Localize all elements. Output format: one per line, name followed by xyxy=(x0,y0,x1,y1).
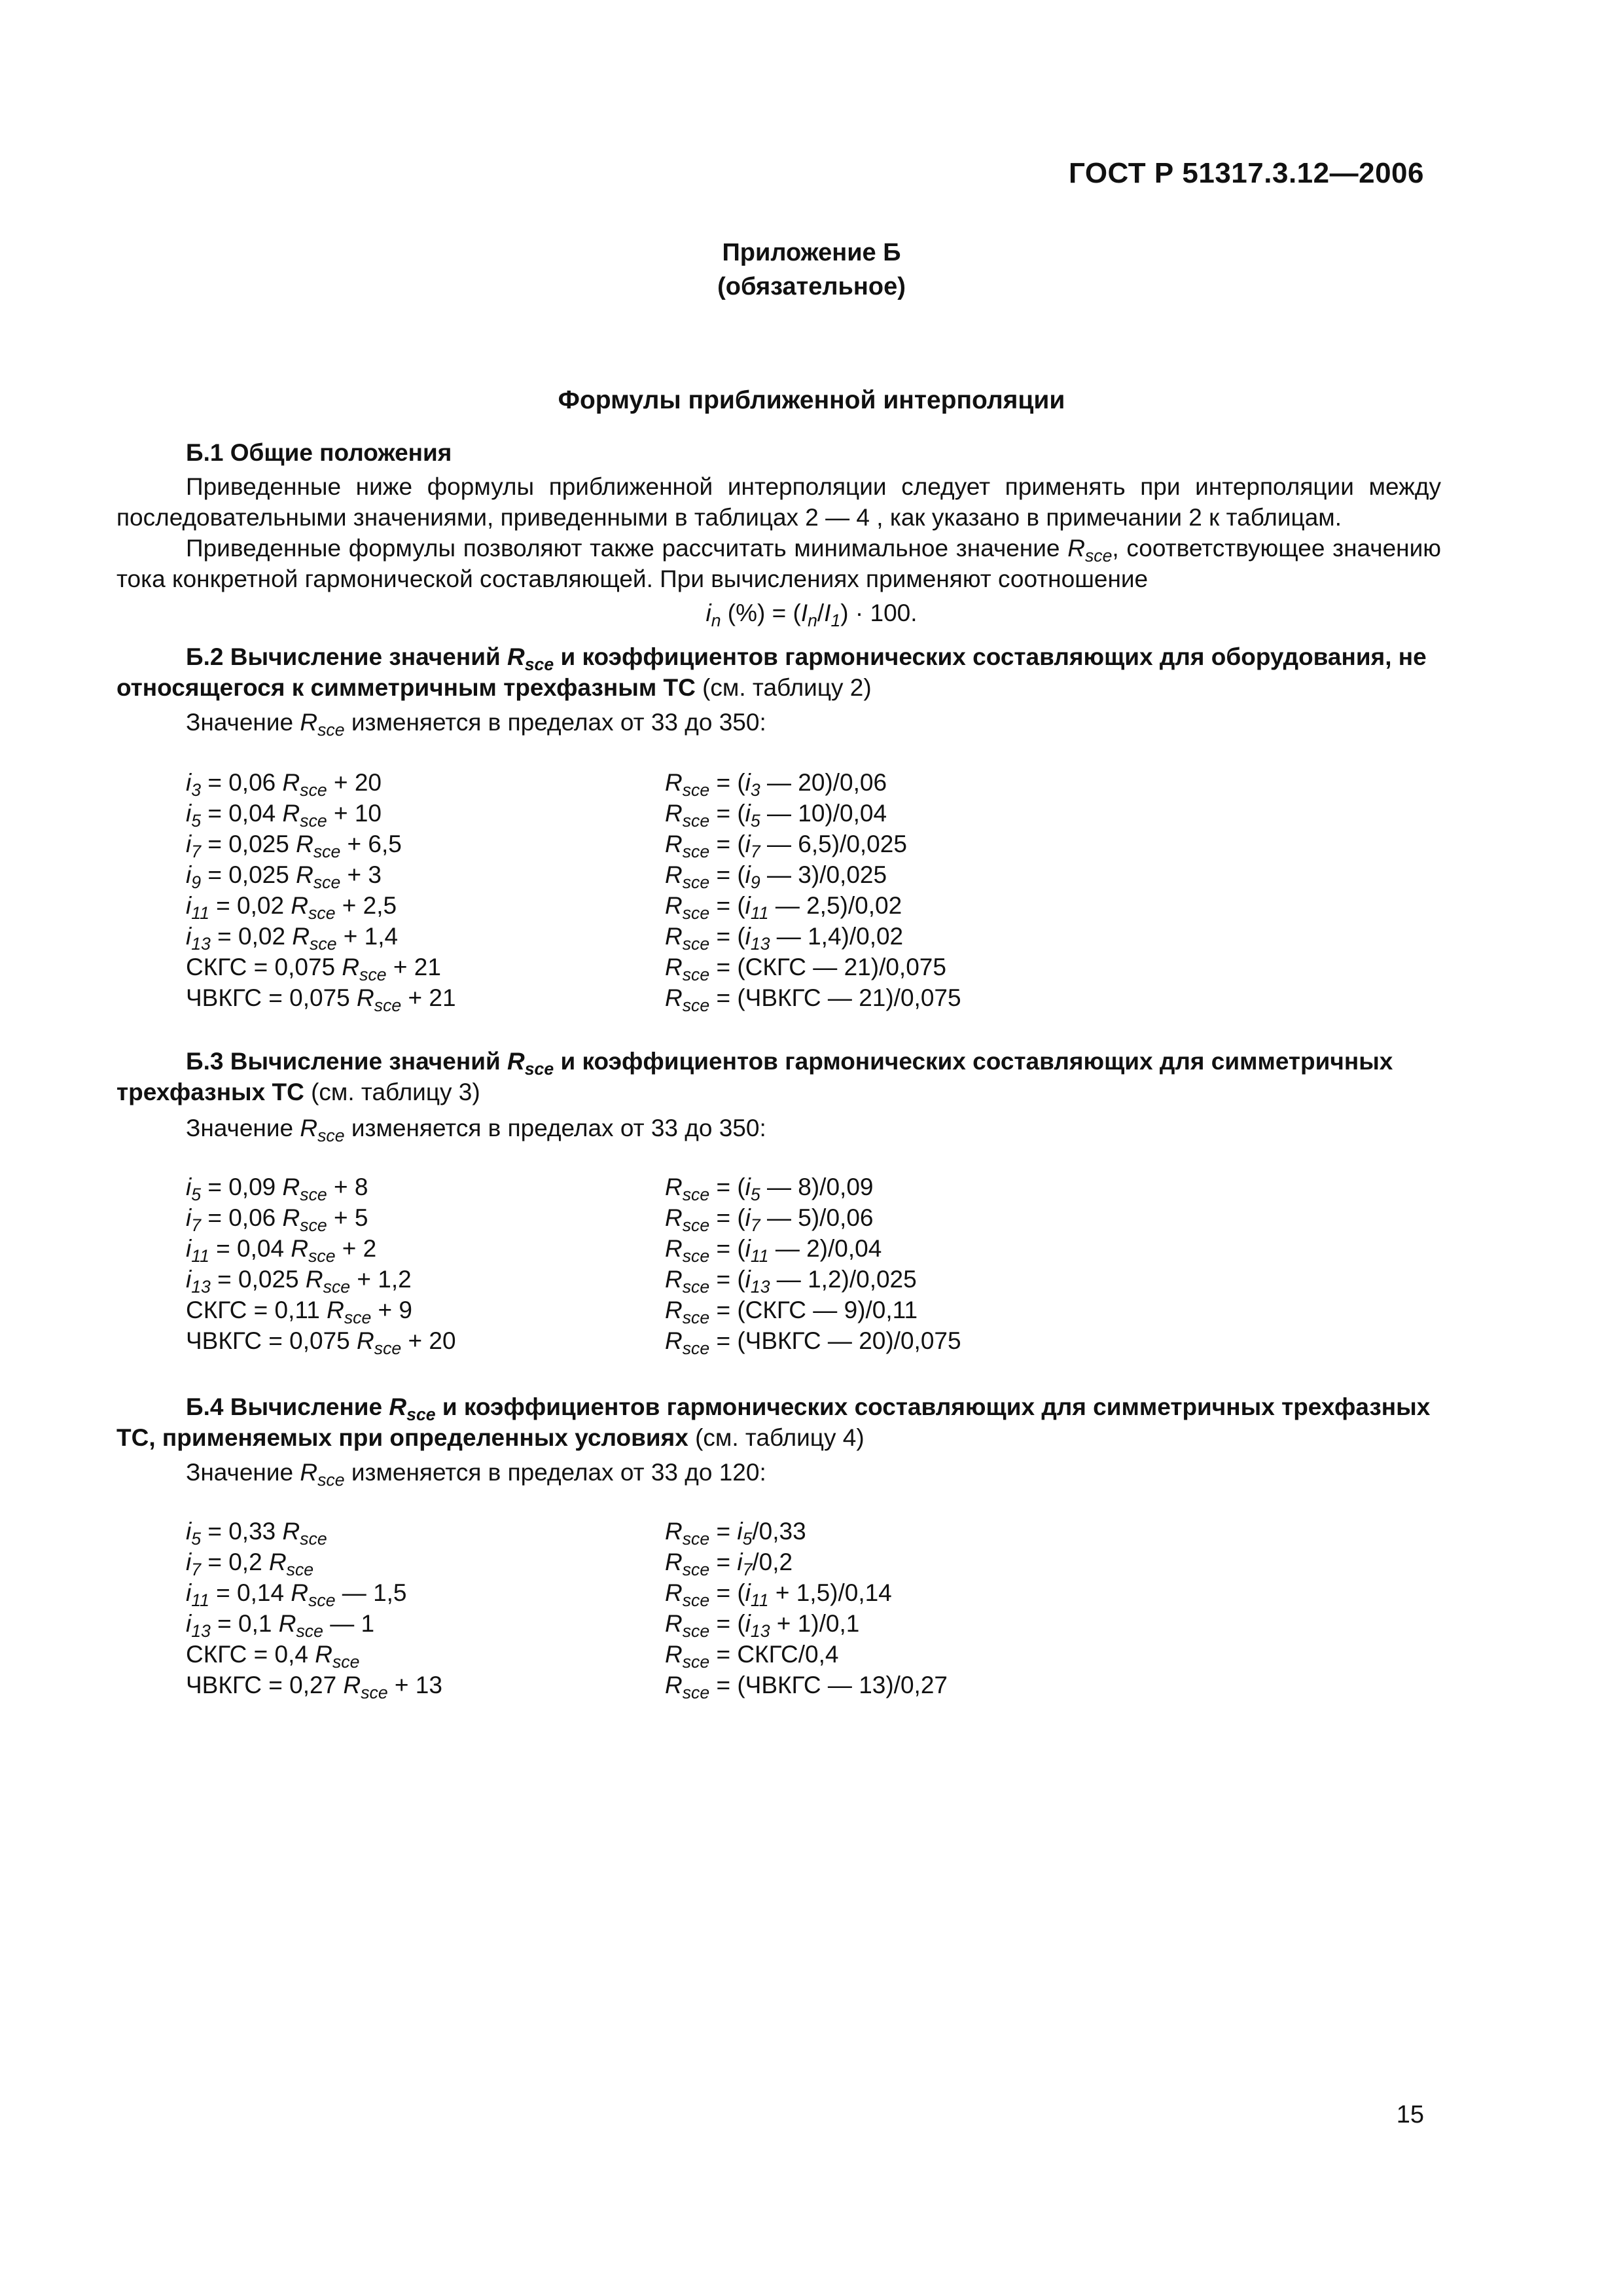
sce-subscript: sce xyxy=(310,934,337,954)
formula-left: ЧВКГС = 0,075 xyxy=(186,984,357,1011)
formula-row xyxy=(186,1202,1364,1233)
formula-direct xyxy=(186,1264,665,1295)
formula-inv-b: — 6,5)/0,025 xyxy=(760,831,907,857)
sce-subscript: sce xyxy=(682,780,710,800)
section-b3-formulas xyxy=(186,1172,1364,1356)
formula-right: = СКГС/0,4 xyxy=(709,1641,839,1668)
r-symbol: R xyxy=(665,1297,683,1323)
i-symbol: i xyxy=(186,892,192,919)
sce-subscript: sce xyxy=(682,811,710,831)
formula-inverse xyxy=(665,921,1254,952)
r-symbol: R xyxy=(665,954,683,980)
r-symbol: R xyxy=(296,831,313,857)
formula-coef: = 0,025 xyxy=(210,1266,306,1293)
formula-coef: = 0,2 xyxy=(201,1549,269,1575)
i-symbol: i xyxy=(186,1518,192,1545)
formula-row xyxy=(186,1264,1364,1295)
r-symbol: R xyxy=(305,1266,323,1293)
sce-subscript: sce xyxy=(682,1338,710,1358)
r-symbol: R xyxy=(327,1297,344,1323)
sce-subscript: sce xyxy=(682,842,710,861)
harmonic-index: 7 xyxy=(191,842,202,861)
i-symbol: i xyxy=(745,1266,751,1293)
i-symbol: i xyxy=(186,769,192,796)
r-symbol: R xyxy=(291,1579,309,1606)
formula-row xyxy=(186,798,1364,829)
document-code: ГОСТ Р 51317.3.12—2006 xyxy=(1068,157,1424,189)
formula-inv-b: — 10)/0,04 xyxy=(760,800,887,827)
sce-subscript: sce xyxy=(308,903,336,923)
i-symbol: i xyxy=(737,1549,743,1575)
r-symbol: R xyxy=(665,769,683,796)
formula-inv-a: = ( xyxy=(709,769,745,796)
r-symbol: R xyxy=(665,1549,683,1575)
formula-inverse xyxy=(665,1295,1254,1325)
i-symbol: i xyxy=(745,892,751,919)
sce-subscript: sce xyxy=(682,1621,710,1641)
formula-row xyxy=(186,890,1364,921)
sce-subscript: sce xyxy=(332,1652,360,1672)
sce-subscript: sce xyxy=(296,1621,323,1641)
formula-inverse xyxy=(665,1547,1254,1577)
i-symbol: i xyxy=(745,1235,751,1262)
formula-inv-a: = xyxy=(709,1549,738,1575)
formula-coef: = 0,1 xyxy=(210,1610,279,1637)
formula-direct xyxy=(186,1577,665,1608)
r-symbol: R xyxy=(665,1672,683,1698)
formula-inv-a: = ( xyxy=(709,1204,745,1231)
i-symbol: i xyxy=(745,831,751,857)
section-b4-range: Значение $R_{sce}$ изменяется в пределах от 33 до 120: xyxy=(186,1459,766,1490)
formula-direct xyxy=(186,952,665,982)
formula-direct xyxy=(186,859,665,890)
formula-direct xyxy=(186,1325,665,1356)
formula-add: + 2,5 xyxy=(335,892,397,919)
formula-right: = (ЧВКГС — 20)/0,075 xyxy=(709,1327,961,1354)
sce-subscript: sce xyxy=(682,934,710,954)
formula-inv-b: — 1,4)/0,02 xyxy=(770,923,904,950)
formula-row xyxy=(186,1639,1364,1670)
sce-subscript: sce xyxy=(374,996,402,1015)
formula-inverse xyxy=(665,1577,1254,1608)
formula-add: + 10 xyxy=(327,800,382,827)
harmonic-index: 11 xyxy=(750,1246,769,1266)
i-symbol: i xyxy=(186,861,192,888)
r-symbol: R xyxy=(665,1174,683,1200)
r-symbol: R xyxy=(665,923,683,950)
i-symbol: i xyxy=(745,861,751,888)
formula-direct xyxy=(186,1295,665,1325)
formula-inv-a: = ( xyxy=(709,861,745,888)
formula-direct xyxy=(186,982,665,1013)
r-symbol: R xyxy=(665,1327,683,1354)
i-symbol: i xyxy=(745,1610,751,1637)
r-symbol: R xyxy=(665,984,683,1011)
r-symbol: R xyxy=(665,831,683,857)
formula-add: + 20 xyxy=(401,1327,456,1354)
formula-add: + 5 xyxy=(327,1204,368,1231)
harmonic-index: 11 xyxy=(191,1246,209,1266)
i-symbol: i xyxy=(745,769,751,796)
r-symbol: R xyxy=(291,1235,309,1262)
formula-inv-b: + 1)/0,1 xyxy=(770,1610,860,1637)
i-symbol: i xyxy=(186,1266,192,1293)
formula-left: СКГС = 0,4 xyxy=(186,1641,315,1668)
r-symbol: R xyxy=(665,800,683,827)
harmonic-index: 5 xyxy=(191,1185,202,1204)
section-b3-title: Б.3 Вычисление значений $R_{sce}$ и коэффициентов гармонических составляющих для симметричных трехфазных ТС (см. таблицу 3) xyxy=(116,1048,1393,1105)
sce-subscript: sce xyxy=(682,965,710,984)
formula-add: + 3 xyxy=(340,861,382,888)
harmonic-index: 5 xyxy=(191,811,202,831)
harmonic-index: 7 xyxy=(742,1560,753,1579)
r-symbol: R xyxy=(665,861,683,888)
formula-inverse xyxy=(665,1264,1254,1295)
annex-heading xyxy=(0,236,1623,304)
formula-right: = (СКГС — 9)/0,11 xyxy=(709,1297,918,1323)
formula-coef: = 0,025 xyxy=(201,831,296,857)
i-symbol: i xyxy=(745,1204,751,1231)
sce-subscript: sce xyxy=(682,1308,710,1327)
r-symbol: R xyxy=(291,892,309,919)
sce-subscript: sce xyxy=(286,1560,314,1579)
formula-add: + 20 xyxy=(327,769,382,796)
i-symbol: i xyxy=(745,800,751,827)
section-b2-range: Значение $R_{sce}$ изменяется в пределах от 33 до 350: xyxy=(186,709,766,740)
formula-direct xyxy=(186,767,665,798)
harmonic-index: 13 xyxy=(750,934,770,954)
formula-inv-a: = ( xyxy=(709,892,745,919)
formula-direct xyxy=(186,798,665,829)
formula-inverse xyxy=(665,859,1254,890)
formula-inverse xyxy=(665,1325,1254,1356)
formula-inverse xyxy=(665,767,1254,798)
formula-row xyxy=(186,952,1364,982)
r-symbol: R xyxy=(315,1641,332,1668)
sce-subscript: sce xyxy=(682,1652,710,1672)
formula-inv-b: — 2)/0,04 xyxy=(768,1235,882,1262)
harmonic-index: 13 xyxy=(750,1277,770,1297)
formula-add: + 2 xyxy=(335,1235,377,1262)
formula-add: + 13 xyxy=(387,1672,442,1698)
formula-inverse xyxy=(665,1172,1254,1202)
formula-coef: = 0,02 xyxy=(210,923,293,950)
formula-coef: = 0,04 xyxy=(209,1235,291,1262)
harmonic-index: 11 xyxy=(750,1590,769,1610)
section-b3-range: Значение $R_{sce}$ изменяется в пределах от 33 до 350: xyxy=(186,1115,766,1145)
r-symbol: R xyxy=(268,1549,287,1575)
formula-inverse xyxy=(665,982,1254,1013)
sce-subscript: sce xyxy=(300,1185,327,1204)
formula-row xyxy=(186,1295,1364,1325)
formula-coef: = 0,09 xyxy=(201,1174,283,1200)
formula-row xyxy=(186,767,1364,798)
formula-inv-a: = ( xyxy=(709,1174,745,1200)
i-symbol: i xyxy=(186,1610,192,1637)
sce-subscript: sce xyxy=(359,965,387,984)
i-symbol: i xyxy=(186,923,192,950)
section-b1-title: Б.1 Общие положения xyxy=(186,439,452,466)
formula-inverse xyxy=(665,1670,1254,1700)
harmonic-index: 5 xyxy=(750,1185,760,1204)
formula-direct xyxy=(186,1202,665,1233)
formula-direct xyxy=(186,1670,665,1700)
r-symbol: R xyxy=(278,1610,296,1637)
r-symbol: R xyxy=(357,1327,374,1354)
formula-row xyxy=(186,859,1364,890)
formula-add: — 1,5 xyxy=(335,1579,407,1606)
formula-add: + 6,5 xyxy=(340,831,402,857)
sce-subscript: sce xyxy=(300,1529,327,1549)
i-symbol: i xyxy=(745,1174,751,1200)
r-symbol: R xyxy=(665,1579,683,1606)
sce-subscript: sce xyxy=(313,872,341,892)
harmonic-index: 13 xyxy=(191,1621,211,1641)
section-b4-title: Б.4 Вычисление $R_{sce}$ и коэффициентов гармонических составляющих для симметричных трехфазных ТС, применяемых при определенных условиях (см. таблицу 4) xyxy=(116,1393,1431,1451)
formula-row xyxy=(186,1172,1364,1202)
annex-status: (обязательное) xyxy=(717,273,906,300)
r-symbol: R xyxy=(665,1610,683,1637)
i-symbol: i xyxy=(186,1235,192,1262)
formula-inv-b: — 3)/0,025 xyxy=(760,861,887,888)
formula-inv-a: = xyxy=(709,1518,738,1545)
harmonic-index: 11 xyxy=(191,903,209,923)
sce-subscript: sce xyxy=(682,996,710,1015)
formula-coef: = 0,02 xyxy=(209,892,291,919)
sce-subscript: sce xyxy=(374,1338,402,1358)
formula-row xyxy=(186,1577,1364,1608)
sce-subscript: sce xyxy=(682,1277,710,1297)
formula-inv-a: = ( xyxy=(709,800,745,827)
formula-inv-b: — 20)/0,06 xyxy=(760,769,887,796)
formula-row xyxy=(186,1608,1364,1639)
main-title: Формулы приближенной интерполяции xyxy=(558,386,1065,414)
harmonic-index: 3 xyxy=(191,780,202,800)
formula-inv-b: /0,2 xyxy=(752,1549,793,1575)
formula-inv-b: — 2,5)/0,02 xyxy=(768,892,902,919)
r-symbol: R xyxy=(282,1174,300,1200)
formula-add: + 9 xyxy=(371,1297,413,1323)
formula-direct xyxy=(186,1172,665,1202)
sce-subscript: sce xyxy=(344,1308,372,1327)
formula-left: СКГС = 0,11 xyxy=(186,1297,327,1323)
harmonic-index: 3 xyxy=(750,780,760,800)
formula-inv-a: = ( xyxy=(709,1579,745,1606)
formula-direct xyxy=(186,1547,665,1577)
sce-subscript: sce xyxy=(682,1560,710,1579)
formula-left: ЧВКГС = 0,27 xyxy=(186,1672,344,1698)
r-symbol: R xyxy=(296,861,313,888)
i-symbol: i xyxy=(186,1549,192,1575)
formula-coef: = 0,06 xyxy=(201,1204,283,1231)
formula-inv-a: = ( xyxy=(709,831,745,857)
formula-direct xyxy=(186,890,665,921)
formula-add: + 21 xyxy=(401,984,456,1011)
formula-inv-b: — 5)/0,06 xyxy=(760,1204,874,1231)
formula-row xyxy=(186,829,1364,859)
formula-row xyxy=(186,1670,1364,1700)
formula-left: ЧВКГС = 0,075 xyxy=(186,1327,357,1354)
sce-subscript: sce xyxy=(313,842,341,861)
i-symbol: i xyxy=(186,1204,192,1231)
formula-inverse xyxy=(665,1202,1254,1233)
formula-inverse xyxy=(665,952,1254,982)
formula-right: = (ЧВКГС — 21)/0,075 xyxy=(709,984,961,1011)
sce-subscript: sce xyxy=(300,811,327,831)
i-symbol: i xyxy=(745,923,751,950)
formula-direct xyxy=(186,829,665,859)
formula-inv-a: = ( xyxy=(709,1235,745,1262)
section-b4-formulas xyxy=(186,1516,1364,1700)
formula-coef: = 0,33 xyxy=(201,1518,283,1545)
i-symbol: i xyxy=(186,1174,192,1200)
sce-subscript: sce xyxy=(682,1683,710,1702)
formula-inverse xyxy=(665,1608,1254,1639)
formula-row xyxy=(186,1516,1364,1547)
r-symbol: R xyxy=(342,954,360,980)
harmonic-index: 9 xyxy=(750,872,760,892)
harmonic-index: 13 xyxy=(191,934,211,954)
sce-subscript: sce xyxy=(682,1215,710,1235)
harmonic-index: 13 xyxy=(750,1621,770,1641)
i-symbol: i xyxy=(186,831,192,857)
r-symbol: R xyxy=(665,1235,683,1262)
r-symbol: R xyxy=(282,769,300,796)
sce-subscript: sce xyxy=(682,1185,710,1204)
r-symbol: R xyxy=(282,800,300,827)
formula-inv-b: + 1,5)/0,14 xyxy=(768,1579,892,1606)
formula-row xyxy=(186,1547,1364,1577)
r-symbol: R xyxy=(343,1672,361,1698)
formula-inverse xyxy=(665,798,1254,829)
formula-inv-b: /0,33 xyxy=(752,1518,806,1545)
r-symbol: R xyxy=(665,1204,683,1231)
annex-title: Приложение Б xyxy=(722,239,901,266)
formula-row xyxy=(186,982,1364,1013)
harmonic-index: 5 xyxy=(750,811,760,831)
harmonic-index: 7 xyxy=(191,1560,202,1579)
formula-direct xyxy=(186,1516,665,1547)
sce-subscript: sce xyxy=(682,1529,710,1549)
page-number: 15 xyxy=(1396,2101,1424,2128)
formula-coef: = 0,06 xyxy=(201,769,283,796)
formula-inverse xyxy=(665,1639,1254,1670)
formula-inv-a: = ( xyxy=(709,923,745,950)
sce-subscript: sce xyxy=(361,1683,388,1702)
r-symbol: R xyxy=(282,1518,300,1545)
formula-add: + 8 xyxy=(327,1174,368,1200)
formula-inverse xyxy=(665,829,1254,859)
harmonic-index: 7 xyxy=(750,1215,760,1235)
sce-subscript: sce xyxy=(300,1215,327,1235)
formula-coef: = 0,025 xyxy=(201,861,296,888)
formula-right: = (ЧВКГС — 13)/0,27 xyxy=(709,1672,948,1698)
sce-subscript: sce xyxy=(308,1590,336,1610)
harmonic-index: 7 xyxy=(191,1215,202,1235)
formula-direct xyxy=(186,1639,665,1670)
sce-subscript: sce xyxy=(308,1246,336,1266)
formula-inv-b: — 1,2)/0,025 xyxy=(770,1266,917,1293)
formula-row xyxy=(186,1233,1364,1264)
i-symbol: i xyxy=(745,1579,751,1606)
harmonic-index: 13 xyxy=(191,1277,211,1297)
sce-subscript: sce xyxy=(682,1246,710,1266)
r-symbol: R xyxy=(282,1204,300,1231)
formula-direct xyxy=(186,1233,665,1264)
formula-coef: = 0,04 xyxy=(201,800,283,827)
r-symbol: R xyxy=(357,984,374,1011)
harmonic-index: 5 xyxy=(191,1529,202,1549)
formula-row xyxy=(186,1325,1364,1356)
harmonic-index: 7 xyxy=(750,842,760,861)
i-symbol: i xyxy=(737,1518,743,1545)
formula-inverse xyxy=(665,1516,1254,1547)
formula-add: + 1,4 xyxy=(336,923,399,950)
r-symbol: R xyxy=(665,1266,683,1293)
i-symbol: i xyxy=(186,1579,192,1606)
formula-left: СКГС = 0,075 xyxy=(186,954,342,980)
formula-inv-a: = ( xyxy=(709,1610,745,1637)
sce-subscript: sce xyxy=(682,872,710,892)
formula-right: = (СКГС — 21)/0,075 xyxy=(709,954,946,980)
harmonic-index: 9 xyxy=(191,872,202,892)
formula-direct xyxy=(186,921,665,952)
section-b1-paragraph-2: Приведенные формулы позволяют также рассчитать минимальное значение $R_{sce}$, соответствующее значению тока конкретной гармонической составляющей. При вычислениях применяют соотношение xyxy=(116,535,1441,592)
sce-subscript: sce xyxy=(682,1590,710,1610)
formula-direct xyxy=(186,1608,665,1639)
formula-add: + 1,2 xyxy=(350,1266,412,1293)
formula-row xyxy=(186,921,1364,952)
r-symbol: R xyxy=(665,1518,683,1545)
r-symbol: R xyxy=(292,923,310,950)
harmonic-index: 5 xyxy=(742,1529,753,1549)
section-b1-paragraph-1: Приведенные ниже формулы приближенной интерполяции следует применять при интерполяции между последовательными значениями, приведенными в таблицах 2 — 4 , как указано в примечании 2 к таблицам. xyxy=(116,473,1441,531)
r-symbol: R xyxy=(665,892,683,919)
sce-subscript: sce xyxy=(300,780,327,800)
r-symbol: R xyxy=(665,1641,683,1668)
section-b2-title: Б.2 Вычисление значений $R_{sce}$ и коэффициентов гармонических составляющих для оборудования, не относящегося к симметричным трехфазным ТС (см. таблицу 2) xyxy=(116,643,1427,701)
formula-coef: = 0,14 xyxy=(209,1579,291,1606)
formula-inverse xyxy=(665,1233,1254,1264)
formula-add: + 21 xyxy=(386,954,441,980)
harmonic-index: 11 xyxy=(750,903,769,923)
sce-subscript: sce xyxy=(682,903,710,923)
formula-inverse xyxy=(665,890,1254,921)
formula-add: — 1 xyxy=(323,1610,375,1637)
sce-subscript: sce xyxy=(323,1277,351,1297)
section-b2-formulas xyxy=(186,767,1364,1013)
formula-inv-b: — 8)/0,09 xyxy=(760,1174,874,1200)
i-symbol: i xyxy=(186,800,192,827)
formula-inv-a: = ( xyxy=(709,1266,745,1293)
relation-formula: $i_n$ (%) = $(I_n/I_1) \cdot 100$. xyxy=(705,600,918,630)
harmonic-index: 11 xyxy=(191,1590,209,1610)
